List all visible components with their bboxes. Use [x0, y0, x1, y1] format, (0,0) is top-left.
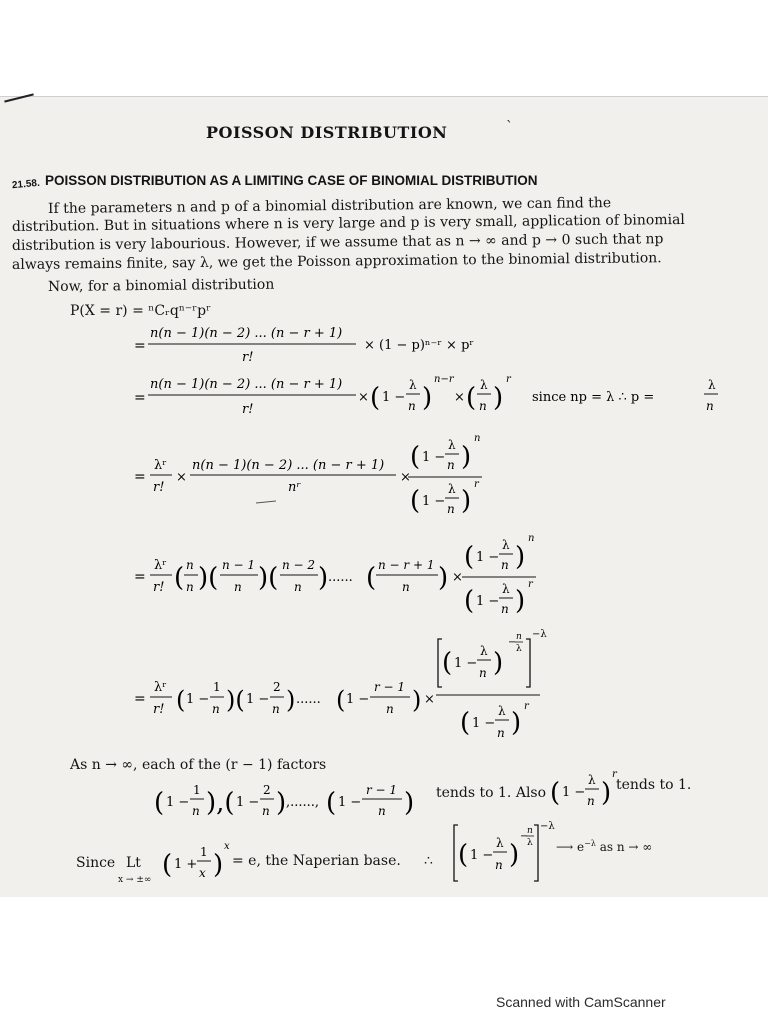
svg-text:1 −: 1 − [186, 692, 210, 707]
naperian-expression [160, 835, 232, 891]
svg-text:n: n [408, 399, 416, 413]
svg-text:1 −: 1 − [470, 848, 494, 863]
svg-text:×: × [176, 470, 187, 485]
svg-text:λ: λ [409, 378, 417, 392]
scanned-page [0, 96, 768, 897]
svg-text:λʳ: λʳ [154, 458, 167, 473]
svg-text:r: r [612, 769, 617, 780]
svg-text:r!: r! [153, 480, 165, 495]
svg-text:−λ: −λ [532, 629, 547, 640]
svg-text:(: ( [162, 850, 173, 880]
svg-text:λ: λ [516, 644, 522, 654]
svg-text:λ: λ [498, 704, 506, 718]
svg-text:): ) [422, 383, 433, 413]
scanner-watermark: Scanned with CamScanner [496, 994, 666, 1010]
svg-text:× (1 − p)ⁿ⁻ʳ × pʳ: × (1 − p)ⁿ⁻ʳ × pʳ [364, 338, 474, 353]
svg-text:r: r [506, 374, 511, 385]
svg-text:×: × [424, 692, 435, 707]
svg-text:): ) [318, 563, 329, 593]
svg-text:λ: λ [502, 582, 510, 596]
svg-text:(: ( [410, 486, 421, 516]
svg-text:......: ...... [296, 692, 321, 707]
svg-text:since np = λ ∴ p =: since np = λ ∴ p = [532, 390, 655, 405]
svg-text:r: r [524, 701, 529, 712]
svg-text:n − 2: n − 2 [282, 558, 316, 572]
svg-text:(: ( [366, 563, 377, 593]
tick-mark: ˋ [506, 119, 513, 135]
svg-text:)(: )( [198, 563, 219, 593]
svg-text:λ: λ [527, 838, 533, 848]
svg-text:......: ...... [328, 570, 353, 585]
svg-text:n − r + 1: n − r + 1 [378, 558, 435, 572]
svg-text:r − 1: r − 1 [366, 783, 398, 797]
svg-text:): ) [461, 442, 472, 472]
svg-text:1 −: 1 − [236, 795, 260, 810]
svg-text:=: = [134, 691, 146, 707]
svg-text:): ) [493, 648, 504, 678]
svg-text:r!: r! [153, 580, 165, 595]
svg-text:λ: λ [588, 773, 596, 787]
svg-text:n: n [479, 666, 487, 680]
naperian-base-text: = e, the Naperian base. [232, 853, 401, 869]
svg-text:(: ( [410, 442, 421, 472]
therefore-symbol: ∴ [424, 853, 433, 869]
svg-text:)(: )( [258, 563, 279, 593]
svg-text:r − 1: r − 1 [374, 680, 406, 694]
svg-text:(: ( [442, 648, 453, 678]
svg-text:n: n [402, 580, 410, 594]
since-label: Since [76, 855, 116, 871]
equation-step-1 [120, 323, 540, 367]
svg-text:−: − [508, 637, 517, 648]
svg-text:n: n [272, 702, 280, 716]
svg-text:): ) [404, 788, 415, 818]
svg-text:1: 1 [200, 845, 208, 859]
svg-text:(: ( [550, 778, 561, 808]
svg-text:n: n [447, 502, 455, 516]
tends-to-one-also: tends to 1. [616, 777, 692, 793]
svg-text:n: n [527, 826, 533, 836]
svg-text:2: 2 [263, 783, 271, 797]
paragraph-line-4: always remains finite, say λ, we get the Poisson approximation to the binomial distribution. [11, 250, 662, 273]
svg-text:1 −: 1 − [246, 692, 270, 707]
svg-text:r!: r! [242, 350, 254, 365]
svg-text:1 −: 1 − [454, 656, 478, 671]
svg-text:n: n [192, 804, 200, 818]
section-heading: POISSON DISTRIBUTION AS A LIMITING CASE OF BINOMIAL DISTRIBUTION [45, 173, 538, 188]
svg-text:(: ( [326, 788, 337, 818]
svg-text:λ: λ [480, 378, 488, 392]
svg-text:1 −: 1 − [476, 550, 500, 565]
svg-text:n: n [501, 602, 509, 616]
svg-text:): ) [515, 542, 526, 572]
svg-text:1 −: 1 − [422, 450, 446, 465]
svg-text:(: ( [458, 840, 469, 870]
svg-text:n: n [234, 580, 242, 594]
svg-text:n: n [516, 632, 522, 642]
svg-text:n: n [528, 533, 535, 544]
svg-text:(: ( [336, 686, 346, 714]
equation-pmf: P(X = r) = ⁿCᵣqⁿ⁻ʳpʳ [70, 303, 211, 319]
final-limit-expression [448, 819, 555, 889]
svg-text:n: n [212, 702, 220, 716]
svg-text:): ) [438, 563, 449, 593]
svg-text:n: n [294, 580, 302, 594]
svg-text:1: 1 [193, 783, 201, 797]
svg-text:n: n [495, 858, 503, 872]
svg-text:1: 1 [213, 680, 221, 694]
limit-operator: Lt [126, 855, 141, 871]
svg-text:r!: r! [242, 402, 254, 417]
svg-text:(: ( [466, 383, 477, 413]
svg-text:1 −: 1 − [472, 716, 496, 731]
svg-text:): ) [461, 486, 472, 516]
svg-text:λ: λ [708, 378, 716, 392]
svg-text:n: n [497, 726, 505, 740]
svg-text:×: × [400, 470, 411, 485]
svg-text:nʳ: nʳ [288, 480, 301, 495]
paragraph-line-3: distribution is very labourious. However, if we assume that as n → ∞ and p → 0 such that np [11, 231, 664, 254]
svg-text:): ) [493, 383, 504, 413]
svg-text:x: x [224, 841, 230, 852]
equation-step-3 [120, 431, 520, 527]
svg-text:(: ( [464, 542, 475, 572]
svg-text:r: r [528, 579, 533, 590]
svg-text:x: x [199, 866, 206, 880]
paragraph-line-2: distribution. But in situations where n is very large and p is very small, application of binomial [11, 211, 685, 235]
svg-text:λ: λ [480, 644, 488, 658]
svg-text:λ: λ [448, 482, 456, 496]
svg-text:=: = [134, 469, 146, 485]
svg-text:−λ: −λ [540, 821, 555, 832]
svg-text:n: n [378, 804, 386, 818]
svg-text:(: ( [460, 708, 471, 738]
tends-to-one: tends to 1. Also [436, 785, 547, 801]
svg-text:(: ( [370, 383, 381, 413]
svg-text:): ) [213, 850, 224, 880]
svg-text:−: − [520, 831, 529, 842]
svg-text:1 −: 1 − [166, 795, 190, 810]
limit-statement: As n → ∞, each of the (r − 1) factors [70, 757, 327, 773]
svg-text:λ: λ [496, 836, 504, 850]
svg-text:r: r [474, 479, 479, 490]
svg-text:)(: )( [226, 686, 245, 714]
svg-text:(: ( [464, 586, 475, 616]
svg-text:n: n [474, 433, 481, 444]
svg-text:n(n − 1)(n − 2) ... (n − r + 1: n(n − 1)(n − 2) ... (n − r + 1) [150, 326, 343, 341]
svg-text:1 −: 1 − [338, 795, 362, 810]
svg-text:λʳ: λʳ [154, 558, 167, 573]
svg-text:(: ( [176, 686, 186, 714]
svg-text:×: × [452, 570, 463, 585]
svg-text:n: n [447, 458, 455, 472]
factor-list [150, 777, 420, 829]
svg-text:1 −: 1 − [476, 594, 500, 609]
paragraph-line-1: If the parameters n and p of a binomial distribution are known, we can find the [47, 195, 612, 217]
svg-text:): ) [286, 686, 296, 714]
svg-text:×: × [454, 390, 465, 405]
svg-text:n: n [186, 558, 194, 572]
svg-text:): ) [412, 686, 422, 714]
svg-text:λʳ: λʳ [154, 680, 167, 695]
svg-text:),(: ),( [206, 788, 235, 818]
svg-text:n: n [501, 558, 509, 572]
svg-text:n: n [262, 804, 270, 818]
svg-text:λ: λ [502, 538, 510, 552]
limit-subscript: x → ±∞ [118, 875, 152, 885]
svg-text:n(n − 1)(n − 2) ... (n − r + 1: n(n − 1)(n − 2) ... (n − r + 1) [192, 458, 385, 473]
svg-text:n: n [587, 794, 595, 808]
equation-step-4 [120, 531, 540, 627]
svg-text:n: n [706, 399, 714, 413]
svg-text:(: ( [154, 788, 165, 818]
page-title: POISSON DISTRIBUTION [206, 123, 448, 142]
section-number: 21.58. [11, 177, 41, 192]
svg-text:1 +: 1 + [174, 857, 198, 872]
intro-line: Now, for a binomial distribution [47, 276, 275, 295]
svg-text:=: = [134, 338, 146, 354]
svg-text:2: 2 [273, 680, 281, 694]
svg-text:): ) [511, 708, 522, 738]
svg-text:=: = [134, 569, 146, 585]
svg-text:1 −: 1 − [422, 494, 446, 509]
svg-text:): ) [276, 788, 287, 818]
svg-text:): ) [509, 840, 520, 870]
svg-text:(: ( [174, 563, 185, 593]
svg-text:n: n [479, 399, 487, 413]
pen-mark [4, 93, 34, 102]
equation-step-2 [120, 372, 740, 424]
svg-text:): ) [515, 586, 526, 616]
svg-text:λ: λ [448, 438, 456, 452]
svg-text:): ) [601, 778, 612, 808]
svg-text:n−r: n−r [434, 374, 454, 385]
svg-text:1 −: 1 − [346, 692, 370, 707]
svg-text:n: n [186, 580, 194, 594]
svg-text:n(n − 1)(n − 2) ... (n − r + 1: n(n − 1)(n − 2) ... (n − r + 1) [150, 377, 343, 392]
svg-text:×: × [358, 390, 369, 405]
svg-text:1 −: 1 − [562, 785, 586, 800]
svg-text:r!: r! [153, 702, 165, 717]
svg-text:=: = [134, 390, 146, 406]
svg-text:,......,: ,......, [286, 795, 320, 810]
svg-text:n − 1: n − 1 [222, 558, 256, 572]
final-limit-result: ⟶ $e^{-\lambda}$ as n → ∞ [556, 839, 653, 854]
svg-text:1 −: 1 − [382, 390, 406, 405]
svg-text:n: n [386, 702, 394, 716]
equation-step-5 [120, 627, 570, 747]
also-factor [548, 765, 618, 817]
